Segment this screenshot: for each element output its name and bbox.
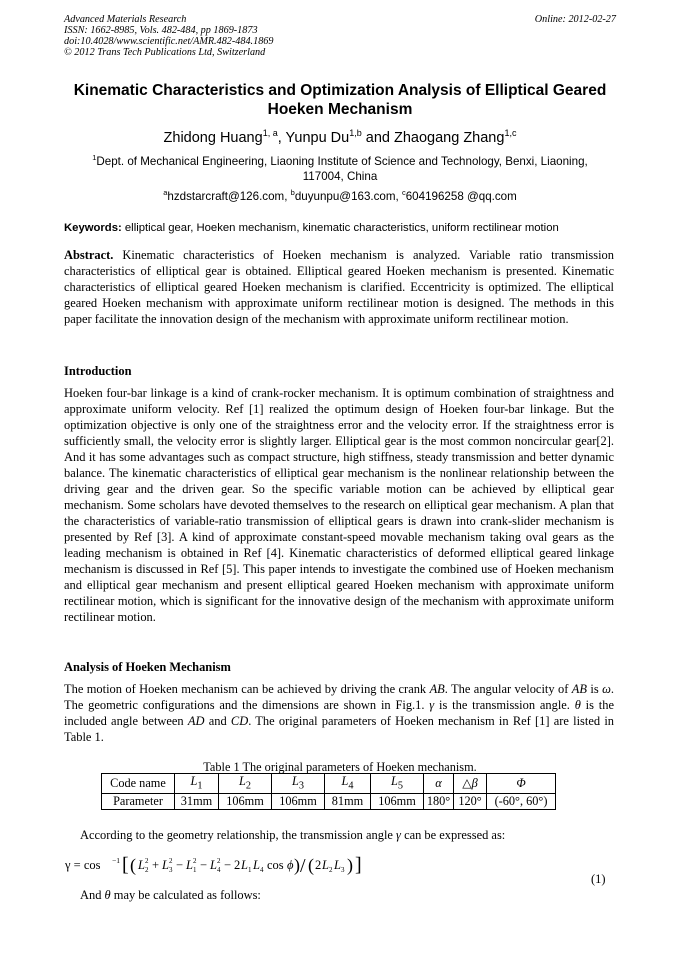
svg-text:3: 3: [341, 866, 345, 874]
table-row: [102, 794, 556, 810]
author-superscript: 1,c: [504, 128, 517, 138]
affiliation: [64, 150, 616, 184]
svg-text:4: 4: [217, 866, 221, 874]
paper-title: [64, 81, 616, 119]
column-subscript: 4: [348, 780, 354, 792]
svg-text:2: 2: [329, 866, 333, 874]
equation-1: [64, 853, 616, 875]
theta-sentence: [80, 887, 261, 903]
table-cell: (-60°, 60°): [487, 794, 556, 810]
affiliation-superscript: 1: [92, 153, 97, 162]
svg-text:3: 3: [169, 866, 173, 874]
text-run: is the transmission angle.: [434, 698, 575, 712]
svg-text:2: 2: [169, 857, 173, 865]
symbol-theta: θ: [574, 698, 581, 712]
text-run: is the included angle between: [64, 698, 614, 728]
column-symbol: L: [292, 774, 299, 788]
table-header-cell: [175, 774, 219, 794]
analysis-heading: Analysis of Hoeken Mechanism: [64, 660, 231, 674]
svg-text:L: L: [210, 858, 217, 872]
column-subscript: 3: [298, 780, 304, 792]
author-superscript: 1,b: [349, 128, 362, 138]
text-run: . The geometric configurations and the dimensions are shown in Fig.1.: [64, 682, 614, 712]
table-cell: 31mm: [175, 794, 219, 810]
svg-text:2: 2: [193, 857, 197, 865]
text-run: . The original parameters of Hoeken mechanism in Ref [1] are listed in Table 1.: [64, 714, 614, 744]
svg-text:L: L: [253, 858, 260, 872]
symbol-gamma: γ: [429, 698, 435, 712]
affiliation-line-1: Dept. of Mechanical Engineering, Liaoning Institute of Science and Technology, Benxi, Liaoning,: [96, 155, 588, 168]
table-cell: 106mm: [371, 794, 424, 810]
text-run: And: [80, 888, 105, 902]
journal-name: Advanced Materials Research: [64, 14, 187, 25]
svg-text:L: L: [334, 858, 341, 872]
doi-line: doi:10.4028/www.scientific.net/AMR.482-484.1869: [64, 36, 274, 47]
text-run: may be calculated as follows:: [110, 888, 261, 902]
abstract-label: Abstract.: [64, 248, 114, 262]
table-header-cell: [487, 774, 556, 794]
svg-text:4: 4: [260, 866, 264, 874]
bracket-close: ]: [355, 854, 362, 876]
text-run: is: [586, 682, 603, 696]
introduction-text: Hoeken four-bar linkage is a kind of crank-rocker mechanism. It is optimum combination of straightness and approximate uniform velocity. Ref [1] realized the optimum design of Hoeken four-bar linkage. But the optimization objective is only one of the straightness error and the velocity error. If the straightness error is sufficiently small, the velocity error is slightly larger. Elliptical gear is the most common noncircular gear[2]. And it has some advantages such as compact structure, high stiffness, steady transmission and better dynamic balance. The kinematic characteristics of elliptical gear mechanism is the nonlinear relationship between the driving gear and the driven gear. So the specific variable motion can be achieved by elliptical gear mechanism. Some scholars have devoted themselves to the research on elliptical gear mechanism. A plan that the characteristics of variable-ratio transmission of elliptical gears is drawn into crank-slider mechanism is presented by Ref [3]. A kind of approximate constant-speed movable mechanism taking oval gears as the leading mechanism is obtained in Ref [4]. Kinematic characteristics of deformed elliptical geared linkage mechanism is discussed in Ref [5]. This paper intends to investigate the combined use of Hoeken mechanism and elliptical gear mechanism and present elliptical geared Hoeken mechanism with approximate uniform rectilinear motion, which is significant for the innovative design of the mechanism with approximate uniform rectilinear motion.: [64, 386, 614, 624]
svg-text:1: 1: [193, 866, 197, 874]
bracket-open: [: [122, 854, 129, 876]
column-symbol: L: [190, 774, 198, 788]
symbol-gamma: γ: [396, 828, 401, 842]
table-header-cell: [219, 774, 272, 794]
equation-1-graphic: [64, 853, 394, 877]
svg-text:(: (: [308, 855, 314, 875]
svg-text:L: L: [162, 858, 169, 872]
table-row-label: Parameter: [102, 794, 175, 810]
svg-text:cos: cos: [267, 858, 284, 872]
author-name: Zhidong Huang: [163, 130, 263, 146]
table-caption: Table 1 The original parameters of Hoeken mechanism.: [203, 760, 477, 774]
title-line-1: Kinematic Characteristics and Optimization Analysis of Elliptical Geared: [73, 82, 607, 99]
online-date: Online: 2012-02-27: [534, 14, 616, 25]
table-cell: 106mm: [272, 794, 325, 810]
symbol-theta: θ: [104, 888, 111, 902]
table-cell: 81mm: [325, 794, 371, 810]
text-run: . The angular velocity of: [444, 682, 572, 696]
column-symbol: Φ: [516, 776, 526, 791]
svg-text:): ): [347, 855, 353, 875]
email-address: 604196258 @qq.com: [405, 190, 517, 203]
issn-line: ISSN: 1662-8985, Vols. 482-484, pp 1869-1873: [64, 25, 258, 36]
svg-text:L: L: [241, 858, 248, 872]
symbol-omega: ω: [602, 682, 611, 696]
paren-open: (: [130, 855, 136, 875]
author-separator: ,: [277, 130, 286, 146]
text-run: and: [204, 714, 231, 728]
introduction-heading: Introduction: [64, 364, 132, 378]
division-slash: /: [300, 855, 306, 877]
column-symbol: L: [391, 774, 398, 788]
email-superscript: c: [401, 188, 406, 197]
table-cell: 120°: [454, 794, 487, 810]
svg-text:ϕ: ϕ: [287, 858, 294, 872]
svg-text:2: 2: [145, 866, 149, 874]
keywords-text: elliptical gear, Hoeken mechanism, kinematic characteristics, uniform rectilinear motion: [121, 222, 559, 234]
svg-text:−: −: [176, 858, 184, 872]
table-cell: 106mm: [219, 794, 272, 810]
column-subscript: 1: [197, 780, 203, 792]
symbol-ab: AB: [429, 682, 445, 696]
paren-close: ): [294, 855, 300, 875]
symbol-ad: AD: [187, 714, 205, 728]
text-run: The motion of Hoeken mechanism can be achieved by driving the crank: [64, 682, 430, 696]
journal-header: [64, 14, 616, 58]
email-list: [64, 185, 616, 204]
svg-text:L: L: [186, 858, 193, 872]
parameters-table: [101, 773, 556, 810]
email-superscript: b: [290, 188, 295, 197]
svg-text:2: 2: [315, 858, 322, 872]
text-run: can be expressed as:: [400, 828, 506, 842]
author-name: Yunpu Du: [285, 130, 350, 146]
table-header-cell: [371, 774, 424, 794]
svg-text:2: 2: [217, 857, 221, 865]
email-address: duyunpu@163.com,: [294, 190, 402, 203]
svg-text:−: −: [224, 858, 232, 872]
column-symbol: L: [239, 774, 246, 788]
table-cell: 180°: [424, 794, 454, 810]
author-list: [64, 124, 616, 147]
equation-exponent: −1: [112, 856, 120, 865]
author-separator: and: [361, 130, 394, 146]
column-symbol: L: [341, 774, 349, 788]
author-superscript: 1, a: [262, 128, 278, 138]
column-subscript: 5: [397, 780, 403, 792]
equation-number: (1): [591, 872, 606, 886]
table-header-cell: [424, 774, 454, 794]
keywords: [64, 221, 624, 235]
email-address: hzdstarcraft@126.com,: [167, 190, 291, 203]
svg-text:L: L: [322, 858, 329, 872]
symbol-ab: AB: [571, 682, 587, 696]
column-symbol: α: [435, 776, 442, 791]
author-name: Zhaogang Zhang: [393, 130, 505, 146]
column-subscript: 2: [245, 780, 251, 792]
copyright-line: © 2012 Trans Tech Publications Ltd, Switzerland: [64, 47, 266, 58]
svg-text:−: −: [200, 858, 208, 872]
abstract: [64, 247, 614, 327]
title-line-2: Hoeken Mechanism: [267, 101, 413, 118]
text-run: According to the geometry relationship, the transmission angle: [80, 828, 397, 842]
svg-text:+: +: [152, 858, 160, 872]
table-header-cell: [454, 774, 487, 794]
table-header-cell: [272, 774, 325, 794]
svg-text:2: 2: [145, 857, 149, 865]
svg-text:L: L: [138, 858, 145, 872]
table-header-cell: Code name: [102, 774, 175, 794]
equation-lhs: γ = cos: [65, 858, 101, 872]
geometry-sentence: [80, 827, 505, 843]
column-symbol: △β: [462, 776, 478, 791]
analysis-text: [64, 681, 614, 745]
symbol-cd: CD: [230, 714, 249, 728]
abstract-text: Kinematic characteristics of Hoeken mechanism is analyzed. Variable ratio transmission characteristics of elliptical gear is obtained. Elliptical geared Hoeken mechanism is presented. Kinematic characteristics of elliptical geared Hoeken mechanism is clarified. Eccentricity is optimized. The elliptical geared Hoeken mechanism with approximate uniform rectilinear motion is designed. The methods in this paper facilitate the innovation design of the mechanism with approximate uniform rectilinear motion.: [64, 248, 614, 326]
svg-text:1: 1: [248, 866, 252, 874]
keywords-label: Keywords:: [64, 222, 122, 234]
affiliation-line-2: 117004, China: [302, 170, 378, 183]
email-superscript: a: [163, 188, 168, 197]
table-header-row: [102, 774, 556, 794]
table-header-cell: [325, 774, 371, 794]
svg-text:2: 2: [234, 858, 241, 872]
